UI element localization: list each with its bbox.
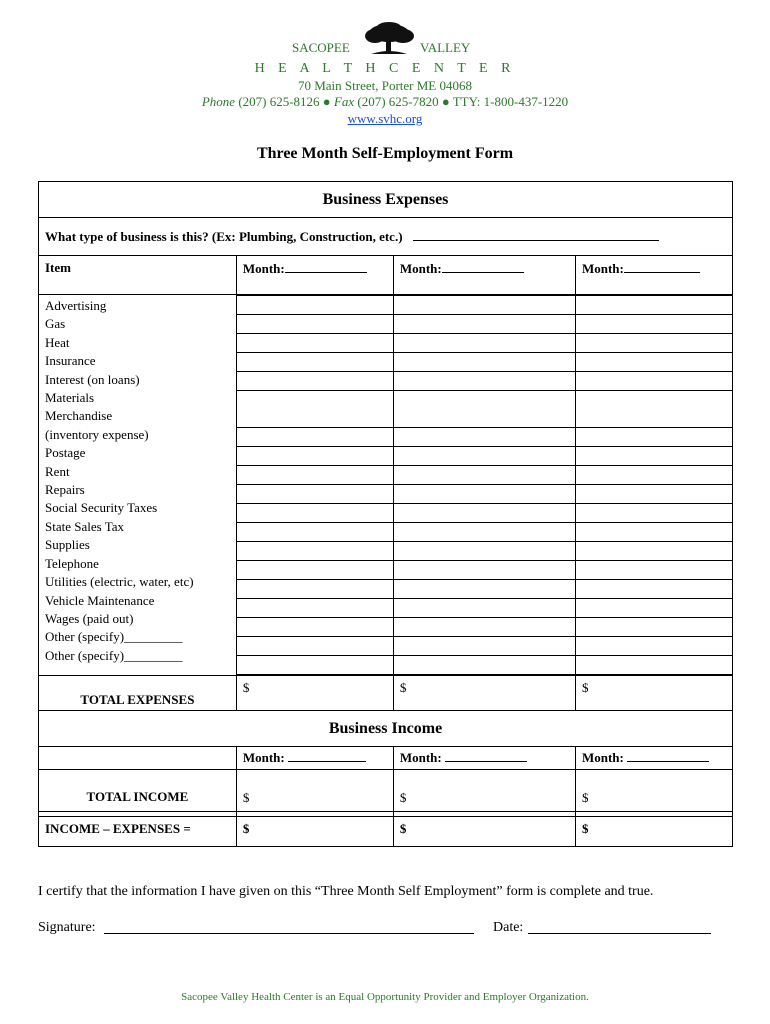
date-field[interactable] [528,933,711,934]
expense-cell[interactable] [575,599,732,618]
expense-cell[interactable] [393,466,575,485]
phone-value: (207) 625-8126 ● [238,94,331,109]
month-label: Month: [581,261,624,276]
business-type-question: What type of business is this? (Ex: Plumbing, Construction, etc.) [45,228,403,244]
expense-cell[interactable] [393,599,575,618]
business-type-row [39,218,733,256]
expense-cell[interactable] [575,296,732,315]
income-month-2-header[interactable] [393,747,575,770]
org-contact [0,94,770,110]
signature-label: Signature: [38,920,96,935]
expense-cell[interactable] [393,447,575,466]
income-month-1-header[interactable] [236,747,393,770]
signature-field[interactable] [104,933,474,934]
expense-cell[interactable] [575,485,732,504]
expense-cell[interactable] [575,334,732,353]
expense-cell[interactable] [236,353,393,372]
expense-items-list [39,295,237,676]
list-item: Social Security Taxes [45,500,158,516]
org-name-left: SACOPEE [292,40,350,55]
expense-cell[interactable] [393,372,575,391]
expense-cell[interactable] [236,372,393,391]
date-label: Date: [493,920,524,935]
expense-cell[interactable] [393,353,575,372]
expense-cell[interactable] [236,637,393,656]
month-label: Month: [581,750,624,765]
expense-cell[interactable] [236,618,393,637]
list-item: Interest (on loans) [45,371,140,387]
list-item: Rent [45,463,70,479]
total-expenses-label: TOTAL EXPENSES [39,676,237,711]
tree-logo-icon [361,22,417,56]
org-subtitle: H E A L T H C E N T E R [254,61,516,76]
list-item: Advertising [45,298,107,313]
list-item: Materials [45,390,95,406]
expense-cell[interactable] [575,372,732,391]
month-label: Month: [242,750,285,765]
month-3-header[interactable] [575,256,732,295]
expense-cell[interactable] [236,428,393,447]
expense-cell[interactable] [236,334,393,353]
expense-cell[interactable] [575,523,732,542]
expense-cell[interactable] [575,315,732,334]
expense-cell[interactable] [393,542,575,561]
total-income-month-1[interactable]: $ [236,770,393,817]
website-link[interactable]: www.svhc.org [347,111,423,126]
certification-statement: I certify that the information I have given on this “Three Month Self Employment” form is complete and true. [38,884,654,899]
form-title: Three Month Self-Employment Form [256,145,514,162]
footer-note: Sacopee Valley Health Center is an Equal Opportunity Provider and Employer Organization. [181,991,589,1003]
income-month-3-field[interactable] [627,749,709,762]
total-expenses-month-2[interactable]: $ [393,676,575,711]
month-2-header[interactable] [393,256,575,295]
expense-cell[interactable] [236,504,393,523]
expense-income-table [38,181,733,817]
list-item: Telephone [45,555,99,571]
expense-cell[interactable] [236,580,393,599]
expense-cell[interactable] [236,391,393,428]
list-item: Other (specify)_________ [45,647,183,663]
expense-cell[interactable] [575,542,732,561]
expense-cell[interactable] [236,447,393,466]
expense-cell[interactable] [575,637,732,656]
expense-cell[interactable] [575,656,732,675]
expense-cell[interactable] [393,391,575,428]
list-item: (inventory expense) [45,426,149,442]
item-column-header: Item [39,256,237,295]
org-address: 70 Main Street, Porter ME 04068 [297,78,473,93]
expense-cell[interactable] [236,296,393,315]
expense-cell[interactable] [236,523,393,542]
month-label: Month: [242,261,285,276]
income-section-title: Business Income [39,711,733,747]
list-item: Utilities (electric, water, etc) [45,574,194,590]
business-type-field[interactable] [413,229,659,241]
expense-cell[interactable] [393,523,575,542]
list-item: Heat [45,334,70,350]
expense-cell[interactable] [236,656,393,675]
fax-label: Fax [333,94,355,109]
income-blank-cell [39,747,237,770]
expense-cell[interactable] [393,334,575,353]
income-month-3-header[interactable] [575,747,732,770]
list-item: Insurance [45,353,96,369]
expense-cell[interactable] [575,618,732,637]
expense-cell[interactable] [575,580,732,599]
month-2-field[interactable] [442,260,524,273]
fax-value: (207) 625-7820 ● TTY: 1-800-437-1220 [357,94,569,109]
list-item: Gas [45,316,66,332]
list-item: Other (specify)_________ [45,629,183,645]
month-label: Month: [399,261,442,276]
net-income-table [38,811,733,847]
expense-cell[interactable] [236,466,393,485]
expense-cell[interactable] [236,485,393,504]
expense-cell[interactable] [575,504,732,523]
list-item: Merchandise [45,408,113,424]
net-month-1[interactable]: $ [236,812,393,847]
expense-cell[interactable] [236,542,393,561]
list-item: Vehicle Maintenance [45,592,155,608]
total-income-month-2[interactable]: $ [393,770,575,817]
net-month-2[interactable]: $ [393,812,575,847]
expense-cell[interactable] [575,428,732,447]
net-label: INCOME – EXPENSES = [39,812,237,847]
org-name-right: VALLEY [420,40,471,55]
month-1-header[interactable] [236,256,393,295]
expense-cell[interactable] [575,391,732,428]
expense-cell[interactable] [236,599,393,618]
list-item: Supplies [45,537,90,553]
expense-cell[interactable] [393,580,575,599]
total-expenses-month-3[interactable]: $ [575,676,732,711]
income-month-2-field[interactable] [445,749,527,762]
total-expenses-month-1[interactable]: $ [236,676,393,711]
expense-cell[interactable] [236,561,393,580]
expenses-section-title: Business Expenses [39,182,733,218]
expense-cell[interactable] [393,504,575,523]
total-income-label: TOTAL INCOME [39,770,237,817]
expense-cell[interactable] [393,296,575,315]
expense-cell[interactable] [393,315,575,334]
month-1-field[interactable] [285,260,367,273]
expense-cell[interactable] [393,561,575,580]
expense-cell[interactable] [393,428,575,447]
expense-cell[interactable] [393,656,575,675]
expense-cell[interactable] [575,466,732,485]
list-item: Postage [45,445,86,461]
income-month-1-field[interactable] [288,749,366,762]
list-item: Repairs [45,482,85,498]
phone-label: Phone [201,94,236,109]
month-label: Month: [399,750,442,765]
expense-cell[interactable] [393,618,575,637]
expense-cell[interactable] [236,315,393,334]
expense-cell[interactable] [393,637,575,656]
expense-cell[interactable] [575,447,732,466]
expense-cell[interactable] [393,485,575,504]
expense-cell[interactable] [575,353,732,372]
month-3-field[interactable] [624,260,700,273]
net-month-3[interactable]: $ [575,812,732,847]
list-item: State Sales Tax [45,518,125,534]
total-income-month-3[interactable]: $ [575,770,732,817]
expense-cell[interactable] [575,561,732,580]
list-item: Wages (paid out) [45,610,134,626]
